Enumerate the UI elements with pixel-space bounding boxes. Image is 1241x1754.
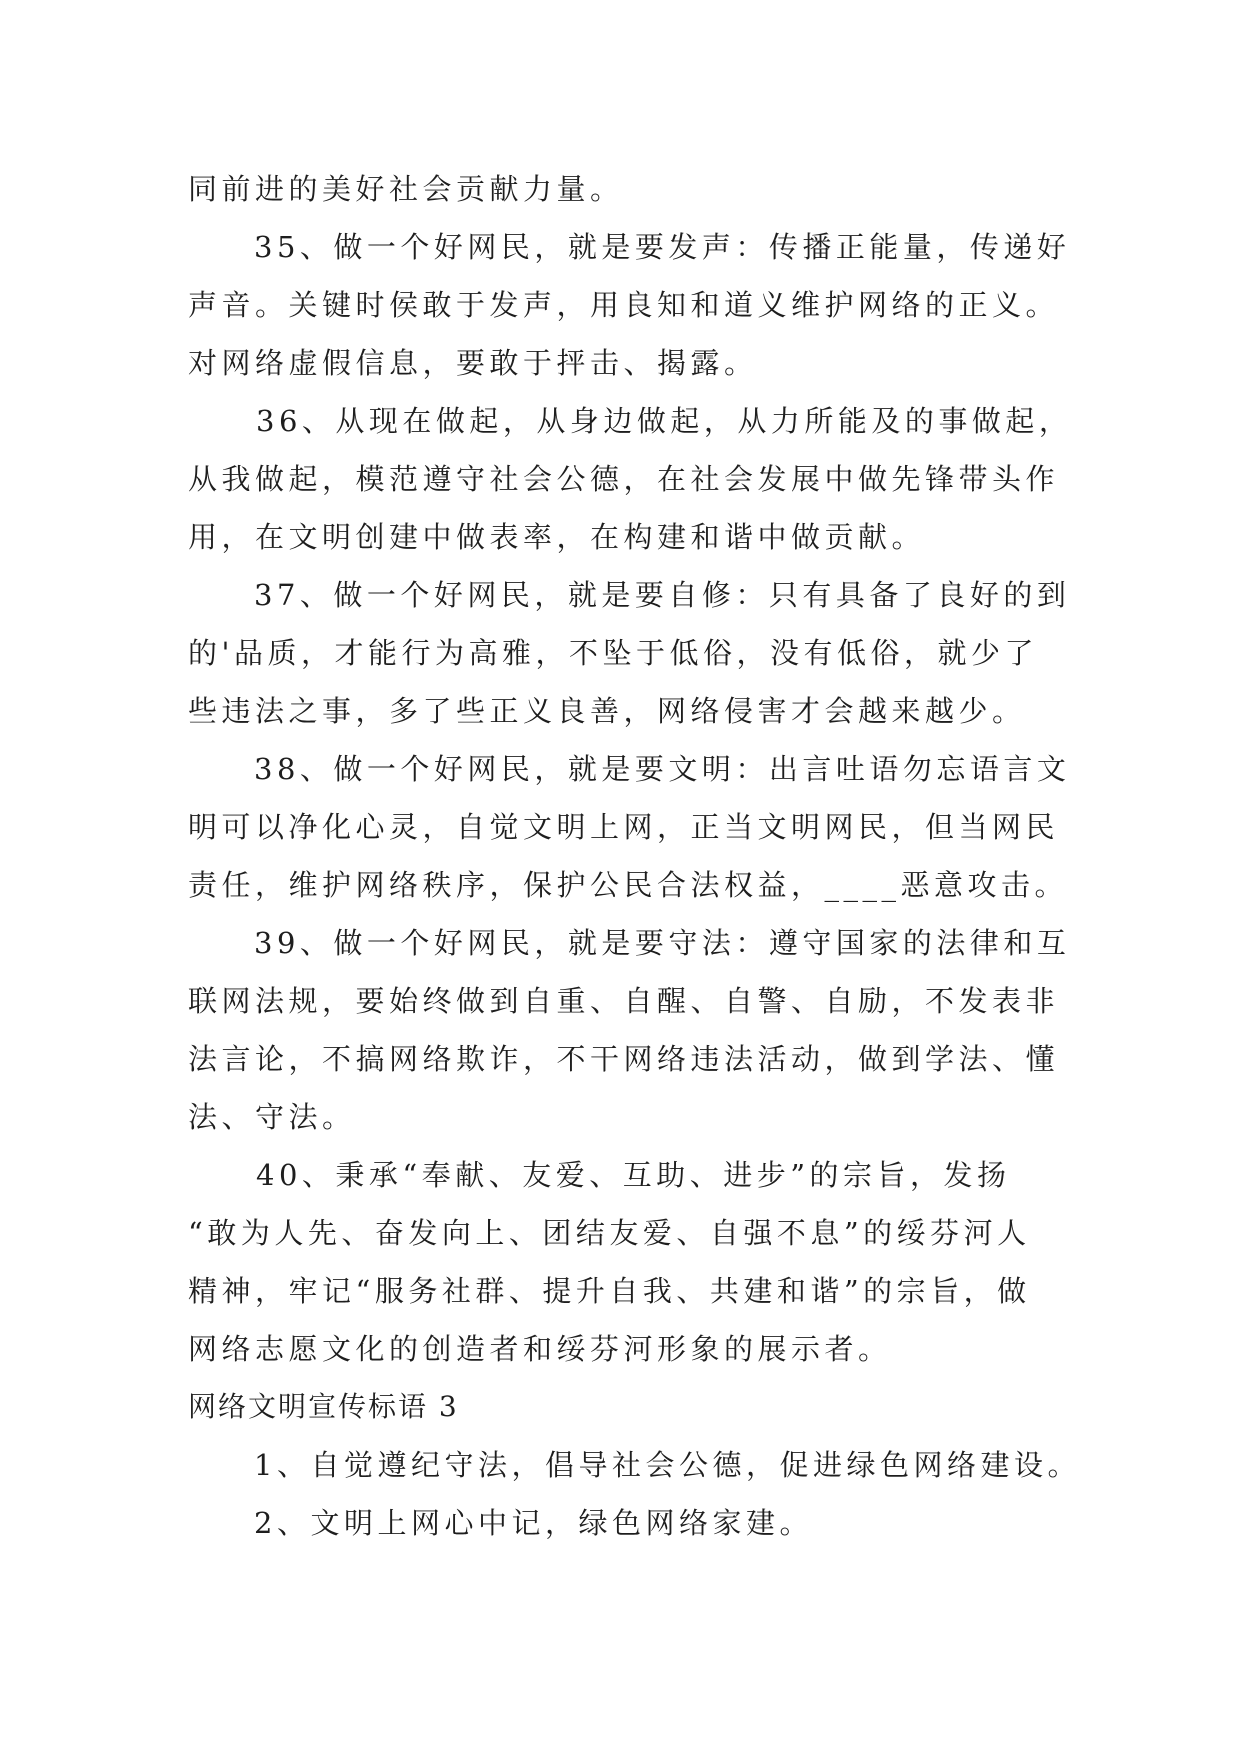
paragraph-40-start: 40、秉承“奉献、友爱、互助、进步”的宗旨，发扬 [256,1158,1011,1192]
text-line: 法、守法。 [188,1100,356,1134]
document-page [188,160,1081,1552]
text-line: “敢为人先、奋发向上、团结友爱、自强不息”的绥芬河人 [188,1216,1031,1250]
text-line: 责任，维护网络秩序，保护公民合法权益，____恶意攻击。 [188,868,1069,902]
paragraph-39-start: 39、做一个好网民，就是要守法：遵守国家的法律和互 [254,926,1071,960]
paragraph-37-start: 37、做一个好网民，就是要自修：只有具备了良好的到 [254,578,1071,612]
slogan-1: 1、自觉遵纪守法，倡导社会公德，促进绿色网络建设。 [254,1448,1081,1482]
text-line: 法言论，不搞网络欺诈，不干网络违法活动，做到学法、懂 [188,1042,1060,1076]
text-line: 些违法之事，多了些正义良善，网络侵害才会越来越少。 [188,694,1026,728]
text-line: 对网络虚假信息，要敢于抨击、揭露。 [188,346,758,380]
text-line: 联网法规，要始终做到自重、自醒、自警、自励，不发表非 [188,984,1060,1018]
text-line: 明可以净化心灵，自觉文明上网，正当文明网民，但当网民 [188,810,1060,844]
text-line: 同前进的美好社会贡献力量。 [188,172,624,206]
paragraph-36-start: 36、从现在做起，从身边做起，从力所能及的事做起， [256,404,1073,438]
text-line: 声音。关键时侯敢于发声，用良知和道义维护网络的正义。 [188,288,1060,322]
text-line: 从我做起，模范遵守社会公德，在社会发展中做先锋带头作 [188,462,1060,496]
slogan-2: 2、文明上网心中记，绿色网络家建。 [254,1506,813,1540]
text-line: 的'品质，才能行为高雅，不坠于低俗，没有低俗，就少了 [188,636,1038,670]
text-line: 用，在文明创建中做表率，在构建和谐中做贡献。 [188,520,926,554]
text-line: 网络志愿文化的创造者和绥芬河形象的展示者。 [188,1332,892,1366]
text-line: 精神，牢记“服务社群、提升自我、共建和谐”的宗旨，做 [188,1274,1031,1308]
paragraph-38-start: 38、做一个好网民，就是要文明：出言吐语勿忘语言文 [254,752,1071,786]
section-heading: 网络文明宣传标语 3 [188,1390,459,1423]
paragraph-35-start: 35、做一个好网民，就是要发声：传播正能量，传递好 [254,230,1071,264]
